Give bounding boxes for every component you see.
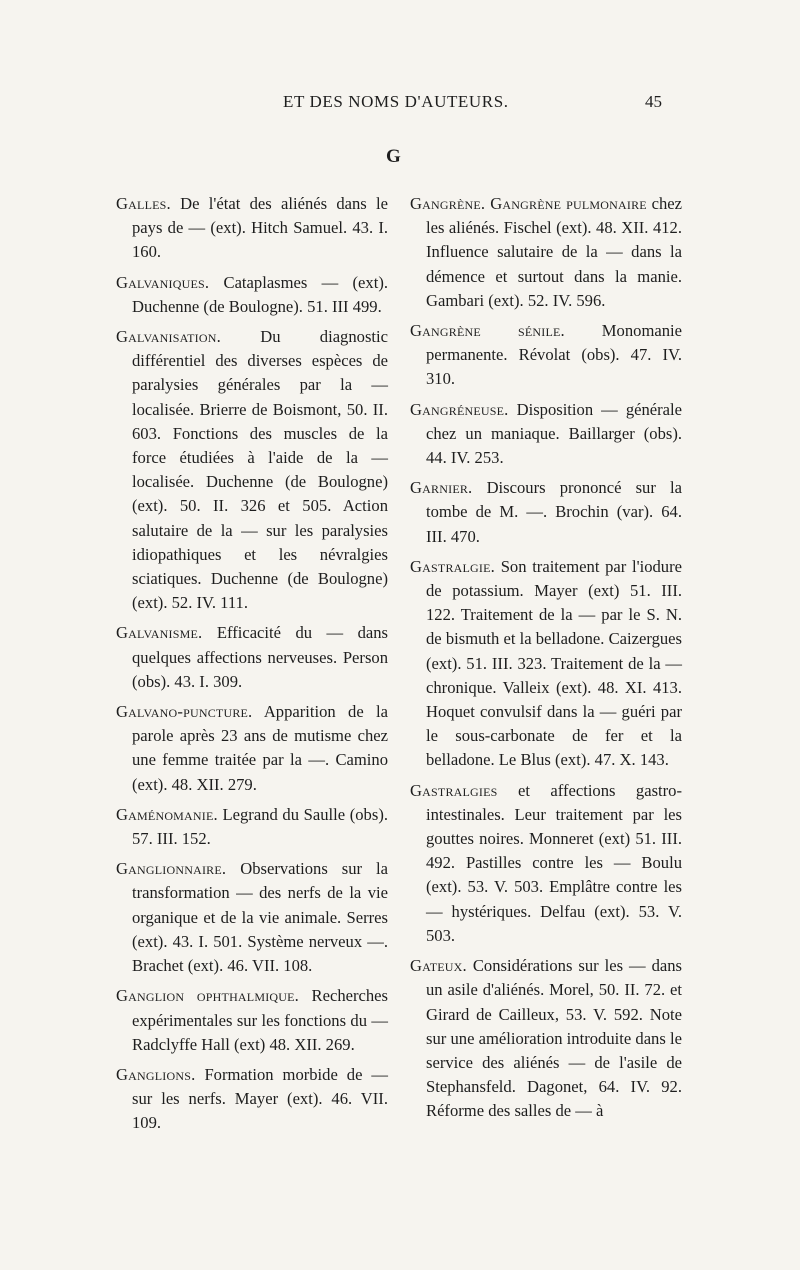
index-entry [116,700,388,797]
index-entry [410,398,682,471]
entry-text: Cataplasmes — (ext). Duchenne (de Boulogne). 51. III 499. [132,272,388,316]
index-entry [116,621,388,694]
index-entry [116,857,388,978]
index-entry [410,192,682,313]
entry-heading: Garnier. [410,478,473,498]
entry-heading: Galvano-puncture. [116,702,253,722]
entry-heading: Galvanisation. [116,327,221,347]
running-title: ET DES NOMS D'AUTEURS. [283,92,509,111]
index-entry [410,779,682,948]
index-entry [116,192,388,265]
entry-heading: Gastralgie. [410,556,495,576]
index-entry [410,555,682,773]
entry-text: De l'état des aliénés dans le pays de — (ext). Hitch Samuel. 43. I. 160. [132,194,388,262]
entry-text: Observations sur la transformation — des nerfs de la vie organique et de la vie animale. Serres (ext). 43. I. 501. Système nerveux —. Brachet (ext). 46. VII. 108. [132,859,388,976]
index-entry [410,954,682,1123]
entry-heading: Gangrène. Gangrène pulmonaire [410,194,647,213]
entry-heading: Ganglionnaire. [116,859,227,879]
entry-text: Considérations sur les — dans un asile d'aliénés. Morel, 50. II. 72. et Girard de Cailleux, 53. V. 592. Note sur une amélioration introduite dans le service des aliénés — de l'asile de Stephansfeld. Dagonet, 64. IV. 92. Réforme des salles de — à [426,956,682,1121]
left-column [116,192,388,1142]
entry-heading: Ganglions. [116,1064,196,1084]
entry-text: Monomanie permanente. Révolat (obs). 47. IV. 310. [426,321,682,389]
right-column [410,192,682,1130]
index-entry [116,1063,388,1136]
index-entry [116,325,388,615]
entry-heading: Galvaniques. [116,272,210,292]
entry-heading: Gangréneuse. [410,399,509,419]
entry-text: Discours prononcé sur la tombe de M. —. Brochin (var). 64. III. 470. [426,478,682,546]
entry-text: Du diagnostic différentiel des diverses espèces de paralysies générales par la — localisée. Brierre de Boismont, 50. II. 603. Fonctions des muscles de la force étudiées à l'aide de la — localisée. Duchenne (de Boulogne) (ext). 50. II. 326 et 505. Action salutaire de la — sur les paralysies idiopathiques et les névralgies sciatiques. Duchenne (de Boulogne) (ext). 52. IV. 111. [132,327,388,613]
entry-heading: Galvanisme. [116,623,203,643]
entry-heading: Gangrène sénile. [410,321,565,341]
entry-heading: Gastralgies [410,780,498,800]
entry-text: Apparition de la parole après 23 ans de mutisme chez une femme traitée par la —. Camino (ext). 48. XII. 279. [132,702,388,794]
entry-text: Disposition — générale chez un maniaque. Baillarger (obs). 44. IV. 253. [426,399,683,468]
entry-text: chez les aliénés. Fischel (ext). 48. XII. 412. Influence salutaire de la — dans la démence et surtout dans la manie. Gambari (ext). 52. IV. 596. [426,194,682,310]
entry-text: Son traitement par l'iodure de potassium. Mayer (ext) 51. III. 122. Traitement de la — par le S. N. de bismuth et la belladone. Caizergues (ext). 51. III. 323. Traitement de la — chronique. Valleix (ext). 48. XI. 413. Hoquet convulsif dans la — guéri par le sous-carbonate de fer et la belladone. Le Blus (ext). 47. X. 143. [426,556,682,770]
index-entry [116,984,388,1057]
entry-text: Formation morbide de — sur les nerfs. Mayer (ext). 46. VII. 109. [132,1064,389,1133]
entry-heading: Galles. [116,194,171,213]
running-head [0,92,800,116]
page-number: 45 [645,92,662,111]
entry-text: Recherches expérimentales sur les fonctions du — Radclyffe Hall (ext) 48. XII. 269. [132,986,388,1054]
entry-heading: Gaménomanie. [116,804,218,824]
index-entry [410,476,682,549]
entry-text: et affections gastro-intestinales. Leur traitement par les gouttes noires. Monneret (ext) 51. III. 492. Pastilles contre les — Boulu (ext). 53. V. 503. Emplâtre contre les — hystériques. Delfau (ext). 53. V. 503. [426,780,682,945]
section-letter: G [386,146,401,167]
index-entry [116,271,388,319]
index-entry [410,319,682,392]
entry-text: Efficacité du — dans quelques affections nerveuses. Person (obs). 43. I. 309. [132,623,388,691]
index-entry [116,803,388,851]
entry-text: Legrand du Saulle (obs). 57. III. 152. [132,804,388,849]
entry-heading: Ganglion ophthalmique. [116,986,300,1006]
entry-heading: Gateux. [410,956,467,976]
